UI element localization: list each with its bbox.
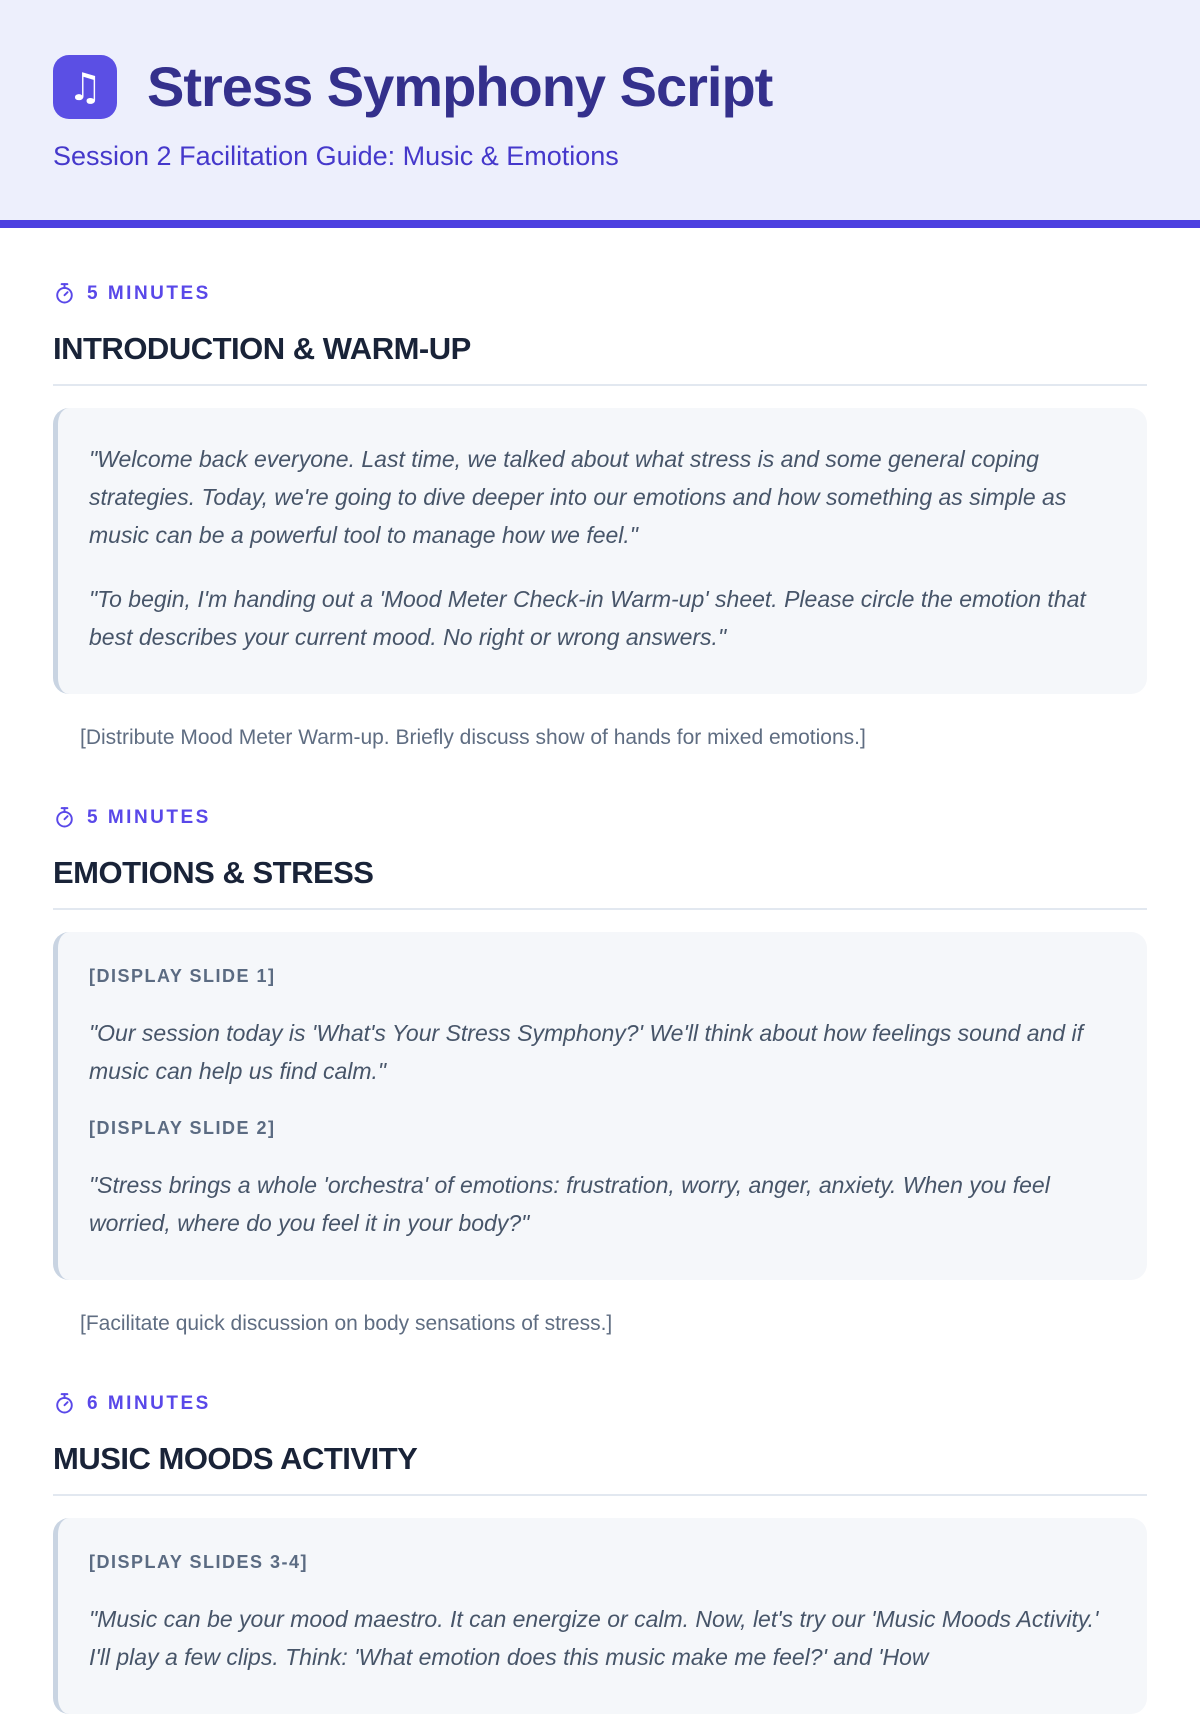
session-section: [53, 806, 1147, 1338]
duration-row: [53, 282, 1147, 305]
script-quote: "Stress brings a whole 'orchestra' of emotions: frustration, worry, anger, anxiety. When you feel worried, where do you feel it in your body?": [89, 1172, 1050, 1236]
stopwatch-icon: [53, 806, 76, 829]
stopwatch-icon: [53, 1392, 76, 1415]
music-note-glyph: ♫: [67, 64, 103, 109]
section-heading: MUSIC MOODS ACTIVITY: [53, 1441, 1147, 1496]
content: [0, 282, 1200, 1714]
title-row: [53, 54, 1147, 119]
duration-label: 5 MINUTES: [87, 282, 211, 304]
page-header: [0, 0, 1200, 228]
script-quote-box: [53, 408, 1147, 694]
duration-label: 5 MINUTES: [87, 806, 211, 828]
stopwatch-icon: [53, 282, 76, 305]
facilitator-note: [Facilitate quick discussion on body sensations of stress.]: [80, 1312, 613, 1335]
page-title: Stress Symphony Script: [147, 55, 773, 118]
music-note-icon: [53, 55, 117, 119]
duration-label: 6 MINUTES: [87, 1392, 211, 1414]
duration-row: [53, 806, 1147, 829]
session-section: [53, 282, 1147, 752]
page-subtitle: Session 2 Facilitation Guide: Music & Emotions: [53, 141, 619, 171]
duration-row: [53, 1392, 1147, 1415]
session-section: [53, 1392, 1147, 1714]
section-heading: INTRODUCTION & WARM-UP: [53, 331, 1147, 386]
script-quote-box: [53, 1518, 1147, 1714]
facilitator-note: [Distribute Mood Meter Warm-up. Briefly discuss show of hands for mixed emotions.]: [80, 726, 866, 749]
script-quote: "To begin, I'm handing out a 'Mood Meter Check-in Warm-up' sheet. Please circle the emotion that best describes your current mood. No right or wrong answers.": [89, 586, 1086, 650]
script-quote: "Our session today is 'What's Your Stress Symphony?' We'll think about how feelings sound and if music can help us find calm.": [89, 1020, 1083, 1084]
display-slide-label: [DISPLAY SLIDE 2]: [89, 1118, 276, 1138]
section-heading: EMOTIONS & STRESS: [53, 855, 1147, 910]
display-slide-label: [DISPLAY SLIDE 1]: [89, 966, 276, 986]
script-quote: "Welcome back everyone. Last time, we talked about what stress is and some general coping strategies. Today, we're going to dive deeper into our emotions and how something as simple as music can be a powerful tool to manage how we feel.": [89, 446, 1067, 548]
display-slide-label: [DISPLAY SLIDES 3-4]: [89, 1552, 309, 1572]
script-quote: "Music can be your mood maestro. It can energize or calm. Now, let's try our 'Music Moods Activity.' I'll play a few clips. Think: 'What emotion does this music make me feel?' and 'How: [89, 1606, 1099, 1670]
script-quote-box: [53, 932, 1147, 1280]
